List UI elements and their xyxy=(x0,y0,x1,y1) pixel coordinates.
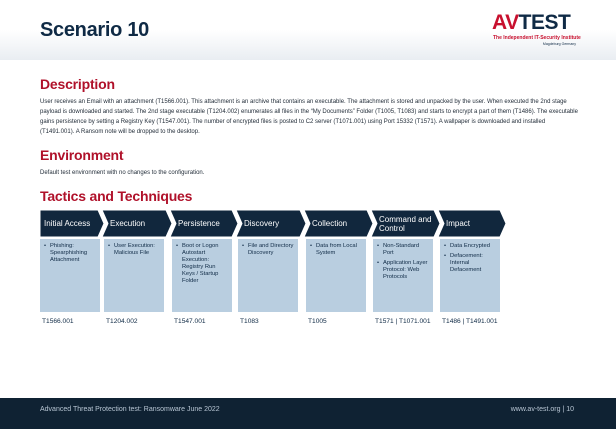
technique-item xyxy=(444,253,496,274)
tactic-column xyxy=(373,239,433,312)
bullet-icon: • xyxy=(242,243,245,249)
technique-item xyxy=(242,243,294,257)
logo-tagline: The Independent IT-Security Institute xyxy=(493,35,581,41)
tactic-header: Impact xyxy=(446,219,471,228)
description-text: User receives an Email with an attachment (T1566.001). This attachment is an archive that contains an executable. The attachment is stored and unpacked by the user. When executed the 2nd stage payload is downloaded and started. The 2nd stage executable (T1204.002) enumerates all files in the “My Documents” Folder (T1005, T1083) and starts to encrypt a part of them (T1486). The executable gains persistence by setting a Registry Key (T1547.001). The number of encrypted files is posted to C2 server (T1071.001) using Port 15332 (T1571). A wallpaper is downloaded and installed (T1491.001). A Ransom note will be dropped to the desktop. xyxy=(40,99,578,135)
technique-label: Data Encrypted xyxy=(450,243,490,249)
bullet-icon: • xyxy=(44,243,47,249)
technique-code: T1204.002 xyxy=(106,318,138,325)
technique-label: Defacement: Internal Defacement xyxy=(450,253,483,273)
bullet-icon: • xyxy=(377,243,380,249)
tactic-column xyxy=(306,239,366,312)
tactic-header: Command and Control xyxy=(379,214,432,233)
technique-label: Non-Standard Port xyxy=(383,243,420,256)
logo-wordmark xyxy=(492,12,570,34)
technique-label: Phishing: Spearphishing Attachment xyxy=(50,243,88,263)
bullet-icon: • xyxy=(176,243,179,249)
tactics-heading: Tactics and Techniques xyxy=(40,188,193,204)
av-test-logo xyxy=(492,11,581,48)
logo-test: TEST xyxy=(518,11,571,34)
technique-item xyxy=(444,243,496,250)
technique-label: Data from Local System xyxy=(316,243,357,256)
tactic-header: Execution xyxy=(110,219,146,228)
technique-code: T1005 xyxy=(308,318,327,325)
tactic-column xyxy=(238,239,298,312)
technique-code: T1571 | T1071.001 xyxy=(375,318,431,325)
footer-bar xyxy=(0,398,616,429)
technique-code: T1083 xyxy=(240,318,259,325)
technique-item xyxy=(108,243,160,257)
technique-item xyxy=(176,243,228,285)
footer-right-text: www.av-test.org | 10 xyxy=(510,406,574,413)
technique-item xyxy=(377,260,429,281)
tactic-column xyxy=(104,239,164,312)
environment-text: Default test environment with no changes to the configuration. xyxy=(40,170,205,176)
bullet-icon: • xyxy=(108,243,111,249)
bullet-icon: • xyxy=(377,260,380,266)
technique-label: Boot or Logon Autostart Execution: Registry Run Keys / Startup Folder xyxy=(182,243,219,284)
technique-label: User Execution: Malicious File xyxy=(114,243,155,256)
tactic-column xyxy=(440,239,500,312)
bullet-icon: • xyxy=(444,243,447,249)
tactic-header: Persistence xyxy=(178,219,220,228)
tactic-header: Collection xyxy=(312,219,348,228)
technique-label: Application Layer Protocol: Web Protocols xyxy=(383,260,428,280)
description-heading: Description xyxy=(40,76,115,92)
footer-left-text: Advanced Threat Protection test: Ransomware June 2022 xyxy=(40,406,220,413)
technique-code: T1486 | T1491.001 xyxy=(442,318,498,325)
tactic-header: Initial Access xyxy=(44,219,91,228)
technique-item xyxy=(44,243,96,264)
environment-heading: Environment xyxy=(40,147,124,163)
tactic-column xyxy=(172,239,232,312)
tactic-header: Discovery xyxy=(244,219,280,228)
technique-code: T1547.001 xyxy=(174,318,206,325)
logo-av: AV xyxy=(492,11,519,34)
bullet-icon: • xyxy=(444,253,447,259)
bullet-icon: • xyxy=(310,243,313,249)
technique-label: File and Directory Discovery xyxy=(248,243,294,256)
page-title: Scenario 10 xyxy=(40,19,149,41)
technique-code: T1566.001 xyxy=(42,318,74,325)
tactic-column xyxy=(40,239,100,312)
logo-location: Magdeburg Germany xyxy=(542,42,576,46)
technique-item xyxy=(310,243,362,257)
technique-item xyxy=(377,243,429,257)
